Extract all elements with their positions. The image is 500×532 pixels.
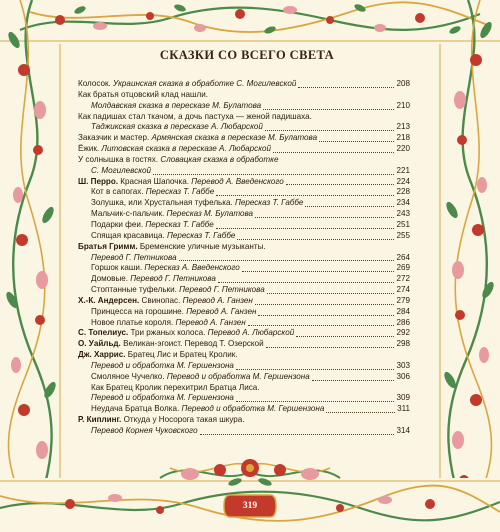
toc-entry-title xyxy=(91,187,214,198)
toc-translator-note: Перевод Г. Петникова xyxy=(179,285,265,295)
toc-entry xyxy=(78,426,410,437)
toc-entry xyxy=(78,90,410,101)
section-title: СКАЗКИ СО ВСЕГО СВЕТА xyxy=(159,48,335,62)
toc-entry xyxy=(78,285,410,296)
toc-translator-note: Перевод Г. Петникова xyxy=(91,252,177,262)
toc-page-number: 213 xyxy=(396,122,410,132)
toc-leader-dots xyxy=(273,152,394,153)
toc-entry-title xyxy=(91,220,214,231)
toc-entry xyxy=(78,415,410,426)
table-of-contents-section xyxy=(78,48,410,437)
toc-leader-dots xyxy=(263,109,394,110)
toc-entry-title xyxy=(91,122,263,133)
toc-entry xyxy=(78,133,410,144)
toc-translator-note: Армянская сказка в пересказе М. Булатова xyxy=(151,133,318,143)
toc-entry xyxy=(78,253,410,264)
toc-leader-dots xyxy=(258,315,394,316)
toc-entry-title xyxy=(91,231,235,242)
toc-entry xyxy=(78,198,410,209)
toc-translator-note: Пересказ А. Введенского xyxy=(144,263,240,273)
toc-page-number: 306 xyxy=(396,371,410,381)
toc-list xyxy=(78,79,410,437)
toc-translator-note: Перевод А. Любарской xyxy=(207,328,295,338)
toc-entry-title xyxy=(91,198,303,209)
toc-title-text: Свинопас. xyxy=(141,295,183,305)
toc-leader-dots xyxy=(319,141,394,142)
toc-entry-title xyxy=(91,372,310,383)
toc-leader-dots xyxy=(286,184,395,185)
toc-page-number: 224 xyxy=(396,176,410,186)
toc-entry xyxy=(78,155,410,166)
toc-entry xyxy=(78,404,410,415)
toc-entry-title xyxy=(91,307,256,318)
toc-entry-title xyxy=(78,296,253,307)
toc-entry-title xyxy=(91,404,324,415)
toc-title-text: Заказчик и мастер. xyxy=(78,133,152,143)
toc-translator-note: Перевод А. Ганзен xyxy=(182,295,253,305)
toc-entry xyxy=(78,361,410,372)
toc-leader-dots xyxy=(153,174,394,175)
toc-leader-dots xyxy=(255,217,394,218)
toc-title-text: Бременские уличные музыканты. xyxy=(139,241,266,251)
toc-page-number: 210 xyxy=(396,100,410,110)
toc-translator-note: Украинская сказка в обработке С. Могилевской xyxy=(113,79,297,88)
toc-title-text: Как падишах стал ткачом, а дочь пастуха — женой падишаха. xyxy=(78,111,312,121)
toc-entry-title xyxy=(91,101,261,112)
toc-title-text: Откуда у Носорога такая шкура. xyxy=(123,415,245,425)
toc-leader-dots xyxy=(237,239,394,240)
toc-page-number: 314 xyxy=(396,426,410,435)
toc-translator-note: Перевод А. Ганзен xyxy=(175,317,246,327)
toc-title-text: Великан-эгоист. Перевод Т. Озерской xyxy=(123,339,264,349)
toc-entry xyxy=(78,112,410,123)
toc-page-number: 279 xyxy=(396,295,410,305)
toc-title-text: Домовые. xyxy=(91,274,131,284)
toc-translator-note: Перевод Г. Петникова xyxy=(130,274,216,284)
toc-entry-title xyxy=(91,263,240,274)
toc-entry xyxy=(78,328,410,339)
toc-leader-dots xyxy=(312,380,395,381)
toc-entry-title xyxy=(91,318,246,329)
toc-leader-dots xyxy=(298,87,394,88)
toc-title-text: У солнышка в гостях. xyxy=(78,154,161,164)
toc-entry xyxy=(78,187,410,198)
toc-translator-note: Словацкая сказка в обработке xyxy=(160,154,279,164)
toc-title-text: Новое платье короля. xyxy=(91,317,176,327)
toc-leader-dots xyxy=(255,304,395,305)
toc-entry-title xyxy=(91,253,177,264)
toc-translator-note: Литовская сказка в пересказе А. Любарской xyxy=(101,144,272,154)
toc-page-number: 269 xyxy=(396,263,410,273)
left-ornament-border xyxy=(0,0,64,532)
toc-translator-note: Молдавская сказка в пересказе М. Булатова xyxy=(91,100,262,110)
toc-translator-note: Пересказ Т. Габбе xyxy=(145,187,215,197)
toc-entry xyxy=(78,339,410,350)
toc-entry xyxy=(78,209,410,220)
toc-title-text: Ёжик. xyxy=(78,144,102,154)
toc-page-number: 251 xyxy=(396,219,410,229)
toc-title-text: Горшок каши. xyxy=(91,263,145,273)
toc-entry xyxy=(78,307,410,318)
toc-translator-note: Пересказ Т. Габбе xyxy=(145,219,214,229)
toc-leader-dots xyxy=(179,260,395,261)
toc-translator-note: Перевод А. Ганзен xyxy=(186,306,257,316)
toc-entry-title xyxy=(91,209,253,220)
toc-entry xyxy=(78,122,410,133)
toc-author: Х.-К. Андерсен. xyxy=(78,295,142,305)
toc-entry xyxy=(78,318,410,329)
toc-leader-dots xyxy=(267,293,395,294)
toc-leader-dots xyxy=(236,401,395,402)
toc-entry xyxy=(78,393,410,404)
toc-title-text: Братец Лис и Братец Кролик. xyxy=(127,350,238,360)
toc-page-number: 220 xyxy=(396,144,410,154)
toc-leader-dots xyxy=(296,336,394,337)
toc-leader-dots xyxy=(200,434,395,435)
toc-entry-title xyxy=(91,285,265,296)
top-ornament-border xyxy=(0,0,500,44)
toc-title-text: Стоптанные туфельки. xyxy=(91,285,180,295)
toc-entry xyxy=(78,177,410,188)
toc-title-text: Золушка, или Хрустальная туфелька. xyxy=(91,198,235,208)
toc-entry-title xyxy=(78,350,238,361)
toc-title-text: Спящая красавица. xyxy=(91,230,167,240)
toc-title-text: Кот в сапогах. xyxy=(91,187,146,197)
toc-leader-dots xyxy=(326,412,395,413)
toc-leader-dots xyxy=(242,271,395,272)
toc-leader-dots xyxy=(216,195,394,196)
toc-title-text: Смоляное Чучелко. xyxy=(91,371,167,381)
toc-leader-dots xyxy=(266,347,395,348)
toc-leader-dots xyxy=(218,282,395,283)
toc-translator-note: Таджикская сказка в пересказе А. Любарской xyxy=(91,122,263,132)
toc-entry xyxy=(78,350,410,361)
toc-translator-note: Перевод и обработка М. Гершензона xyxy=(181,404,325,414)
toc-translator-note: С. Могилевской xyxy=(91,165,152,175)
toc-page-number: 264 xyxy=(396,252,410,262)
toc-entry xyxy=(78,296,410,307)
toc-page-number: 298 xyxy=(396,339,410,349)
toc-entry-title xyxy=(78,242,266,253)
toc-leader-dots xyxy=(265,130,395,131)
toc-entry xyxy=(78,263,410,274)
toc-entry xyxy=(78,231,410,242)
toc-title-text: Неудача Братца Волка. xyxy=(91,404,182,414)
toc-page-number: 255 xyxy=(396,230,410,240)
toc-page-number: 286 xyxy=(396,317,410,327)
toc-author: О. Уайльд. xyxy=(78,339,124,349)
toc-leader-dots xyxy=(305,206,394,207)
toc-entry xyxy=(78,79,410,90)
toc-entry-title xyxy=(91,166,151,177)
toc-page-number: 311 xyxy=(397,404,410,414)
toc-page-number: 208 xyxy=(396,79,410,88)
toc-translator-note: Пересказ Т. Габбе xyxy=(234,198,304,208)
toc-entry-title xyxy=(78,339,264,350)
toc-author: Ш. Перро. xyxy=(78,176,121,186)
toc-translator-note: Пересказ М. Булатова xyxy=(166,209,254,219)
toc-leader-dots xyxy=(236,369,395,370)
toc-page-number: 218 xyxy=(396,133,410,143)
toc-title-text: Три ржаных колоса. xyxy=(130,328,208,338)
toc-leader-dots xyxy=(248,325,395,326)
toc-entry xyxy=(78,242,410,253)
toc-author: Братья Гримм. xyxy=(78,241,140,251)
toc-author: Дж. Харрис. xyxy=(78,350,128,360)
toc-entry-title xyxy=(78,328,294,339)
toc-entry xyxy=(78,144,410,155)
toc-title-text: Принцесса на горошине. xyxy=(91,306,187,316)
toc-entry xyxy=(78,372,410,383)
toc-translator-note: Перевод и обработка М. Гершензона xyxy=(91,360,234,370)
toc-entry-title xyxy=(78,177,284,188)
toc-entry-title xyxy=(78,144,271,155)
toc-entry-title xyxy=(91,426,198,437)
toc-entry xyxy=(78,101,410,112)
right-ornament-border xyxy=(436,0,500,532)
toc-entry xyxy=(78,274,410,285)
toc-translator-note: Пересказ Т. Габбе xyxy=(166,230,236,240)
toc-translator-note: Перевод и обработка М. Гершензона xyxy=(166,371,310,381)
toc-leader-dots xyxy=(216,228,395,229)
toc-page-number: 272 xyxy=(396,274,410,284)
toc-title-text: Колосок. xyxy=(78,79,114,88)
toc-entry-title xyxy=(91,361,234,372)
toc-page-number: 228 xyxy=(396,187,410,197)
toc-entry xyxy=(78,220,410,231)
toc-page-number: 303 xyxy=(396,360,410,370)
toc-page-number: 309 xyxy=(396,393,410,403)
toc-entry-title xyxy=(91,383,260,394)
toc-page-number: 234 xyxy=(396,198,410,208)
toc-page-number: 292 xyxy=(396,328,410,338)
toc-title-text: Красная Шапочка. xyxy=(120,176,192,186)
toc-entry-title xyxy=(78,155,279,166)
toc-translator-note: Перевод и обработка М. Гершензона xyxy=(91,393,234,403)
toc-page-number: 284 xyxy=(396,306,410,316)
toc-title-text: Как братья отцовский клад нашли. xyxy=(78,89,208,99)
toc-title-text: Подарки феи. xyxy=(91,219,146,229)
toc-entry-title xyxy=(78,79,296,90)
toc-entry-title xyxy=(78,415,245,426)
toc-title-text: Как Братец Кролик перехитрил Братца Лиса. xyxy=(91,382,260,392)
toc-author: С. Топелиус. xyxy=(78,328,131,338)
toc-translator-note: Перевод А. Введенского xyxy=(191,176,284,186)
toc-entry-title xyxy=(78,133,317,144)
toc-author: Р. Киплинг. xyxy=(78,415,124,425)
toc-translator-note: Перевод Корнея Чуковского xyxy=(91,426,198,435)
central-flower-ornament xyxy=(150,448,350,492)
toc-entry xyxy=(78,383,410,394)
toc-entry-title xyxy=(78,90,208,101)
toc-page-number: 274 xyxy=(396,285,410,295)
toc-page-number: 243 xyxy=(396,209,410,219)
toc-entry-title xyxy=(91,393,234,404)
toc-entry-title xyxy=(91,274,216,285)
toc-entry-title xyxy=(78,112,312,123)
toc-page-number: 221 xyxy=(396,165,410,175)
page-number: 319 xyxy=(242,501,258,511)
toc-entry xyxy=(78,166,410,177)
toc-title-text: Мальчик-с-пальчик. xyxy=(91,209,167,219)
